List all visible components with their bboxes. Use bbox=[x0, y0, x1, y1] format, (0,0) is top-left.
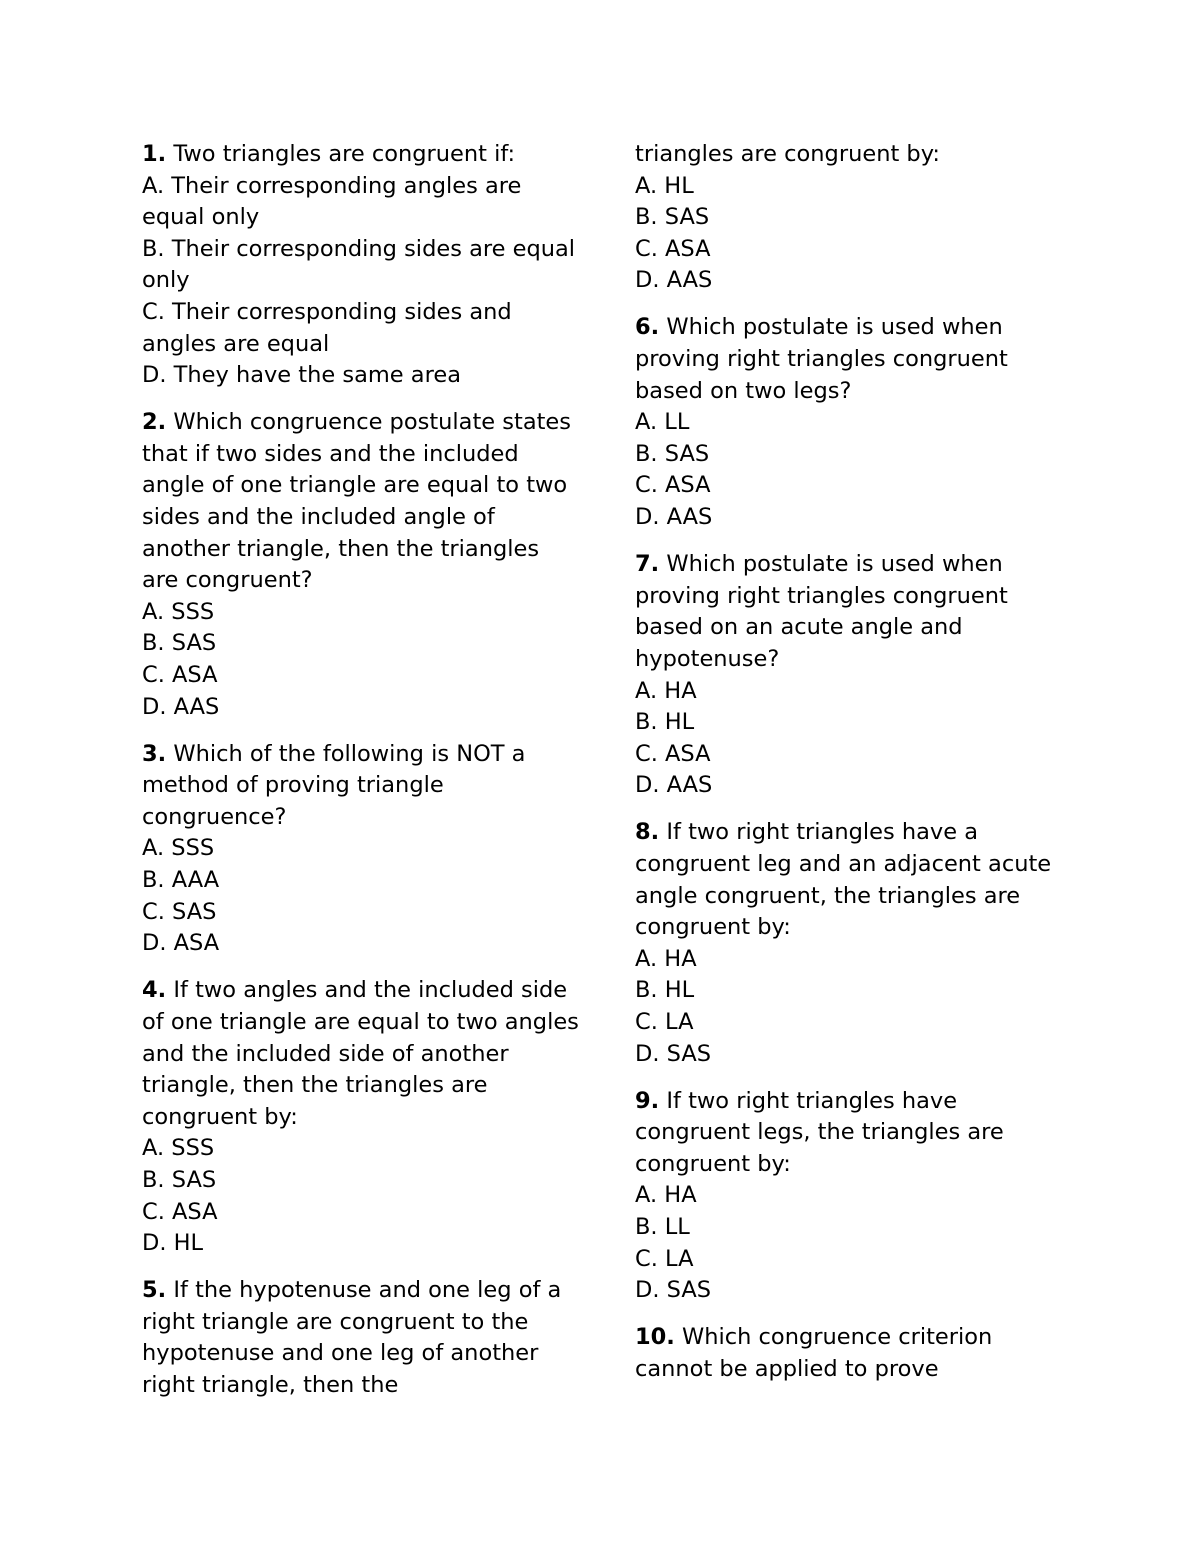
option-d: D. HL bbox=[142, 1230, 204, 1257]
option-c: C. ASA bbox=[142, 662, 218, 688]
option-c: C. LA bbox=[635, 1245, 694, 1272]
question-5 bbox=[142, 1275, 582, 1401]
option-a: A. SSS bbox=[142, 1135, 215, 1162]
option-c: C. ASA bbox=[635, 740, 711, 767]
option-a: A. SSS bbox=[142, 835, 215, 862]
option-c: C. LA bbox=[635, 1008, 694, 1035]
option-d: D. AAS bbox=[635, 504, 713, 531]
question-number: 2. bbox=[142, 409, 167, 436]
option-a: A. Their corresponding angles are equal only bbox=[142, 172, 522, 231]
question-text: If two right triangles have congruent legs, the triangles are congruent by: bbox=[635, 1087, 1004, 1177]
option-c: C. ASA bbox=[142, 1198, 218, 1225]
option-b: B. HL bbox=[635, 709, 695, 736]
option-a: A. HA bbox=[635, 677, 697, 704]
question-prompt bbox=[142, 975, 582, 1133]
question-text: Two triangles are congruent if: bbox=[173, 141, 516, 167]
option-d: D. ASA bbox=[142, 930, 220, 957]
question-4 bbox=[142, 975, 582, 1259]
option-d: D. SAS bbox=[635, 1040, 712, 1067]
question-10 bbox=[635, 1322, 1075, 1385]
question-number: 1. bbox=[142, 141, 167, 167]
question-number: 3. bbox=[142, 740, 167, 767]
option-a: A. SSS bbox=[142, 598, 215, 625]
option-c: C. SAS bbox=[142, 898, 217, 925]
option-d: D. They have the same area bbox=[142, 362, 461, 389]
question-text: If two angles and the included side of one triangle are equal to two angles and the included side of another triangle, then the triangles are congruent by: bbox=[142, 977, 579, 1130]
left-column bbox=[142, 139, 582, 1417]
question-text: Which congruence postulate states that if two sides and the included angle of one triangle are equal to two sides and the included angle of another triangle, then the triangles are congruent? bbox=[142, 409, 571, 594]
question-number: 4. bbox=[142, 977, 167, 1004]
question-number: 10. bbox=[635, 1324, 675, 1351]
question-text: Which postulate is used when proving right triangles congruent based on an acute angle and hypotenuse? bbox=[635, 551, 1008, 672]
question-prompt bbox=[142, 139, 582, 171]
option-b: B. SAS bbox=[635, 440, 710, 467]
option-b: B. SAS bbox=[142, 630, 217, 657]
question-text: triangles are congruent by: bbox=[635, 141, 940, 167]
option-c: C. ASA bbox=[635, 235, 711, 262]
option-b: B. Their corresponding sides are equal only bbox=[142, 235, 576, 294]
question-2 bbox=[142, 407, 582, 723]
question-text: Which postulate is used when proving right triangles congruent based on two legs? bbox=[635, 314, 1008, 404]
option-d: D. AAS bbox=[142, 693, 220, 720]
question-7 bbox=[635, 549, 1075, 802]
option-b: B. SAS bbox=[635, 204, 710, 231]
option-a: A. HA bbox=[635, 1182, 697, 1209]
question-number: 8. bbox=[635, 819, 660, 846]
question-number: 5. bbox=[142, 1277, 167, 1304]
question-text: If two right triangles have a congruent leg and an adjacent acute angle congruent, the triangles are congruent by: bbox=[635, 819, 1052, 941]
question-text: Which congruence criterion cannot be applied to prove bbox=[635, 1324, 993, 1382]
option-b: B. HL bbox=[635, 977, 695, 1004]
option-b: B. LL bbox=[635, 1214, 690, 1240]
option-d: D. AAS bbox=[635, 772, 713, 799]
question-prompt bbox=[142, 407, 582, 597]
question-6 bbox=[635, 312, 1075, 533]
option-a: A. HL bbox=[635, 172, 694, 199]
question-number: 7. bbox=[635, 551, 660, 578]
question-prompt bbox=[142, 739, 582, 834]
question-text: If the hypotenuse and one leg of a right triangle are congruent to the hypotenuse and one leg of another right triangle, then the bbox=[142, 1277, 562, 1398]
question-1 bbox=[142, 139, 582, 392]
question-3 bbox=[142, 739, 582, 960]
question-9 bbox=[635, 1086, 1075, 1307]
question-prompt bbox=[635, 1086, 1075, 1181]
option-b: B. SAS bbox=[142, 1166, 217, 1193]
option-c: C. Their corresponding sides and angles are equal bbox=[142, 298, 512, 357]
option-b: B. AAA bbox=[142, 867, 220, 894]
question-8 bbox=[635, 817, 1075, 1070]
option-a: A. HA bbox=[635, 945, 697, 972]
question-prompt bbox=[635, 312, 1075, 407]
option-d: D. AAS bbox=[635, 267, 713, 294]
option-d: D. SAS bbox=[635, 1277, 712, 1304]
option-a: A. LL bbox=[635, 409, 690, 436]
question-text: Which of the following is NOT a method of proving triangle congruence? bbox=[142, 740, 526, 830]
question-prompt bbox=[635, 549, 1075, 675]
question-number: 9. bbox=[635, 1087, 660, 1114]
option-c: C. ASA bbox=[635, 472, 711, 499]
question-5-continued bbox=[635, 139, 1075, 297]
right-column bbox=[635, 139, 1075, 1401]
question-prompt bbox=[635, 817, 1075, 943]
question-number: 6. bbox=[635, 314, 660, 341]
question-prompt bbox=[142, 1275, 582, 1401]
question-prompt bbox=[635, 1322, 1075, 1385]
